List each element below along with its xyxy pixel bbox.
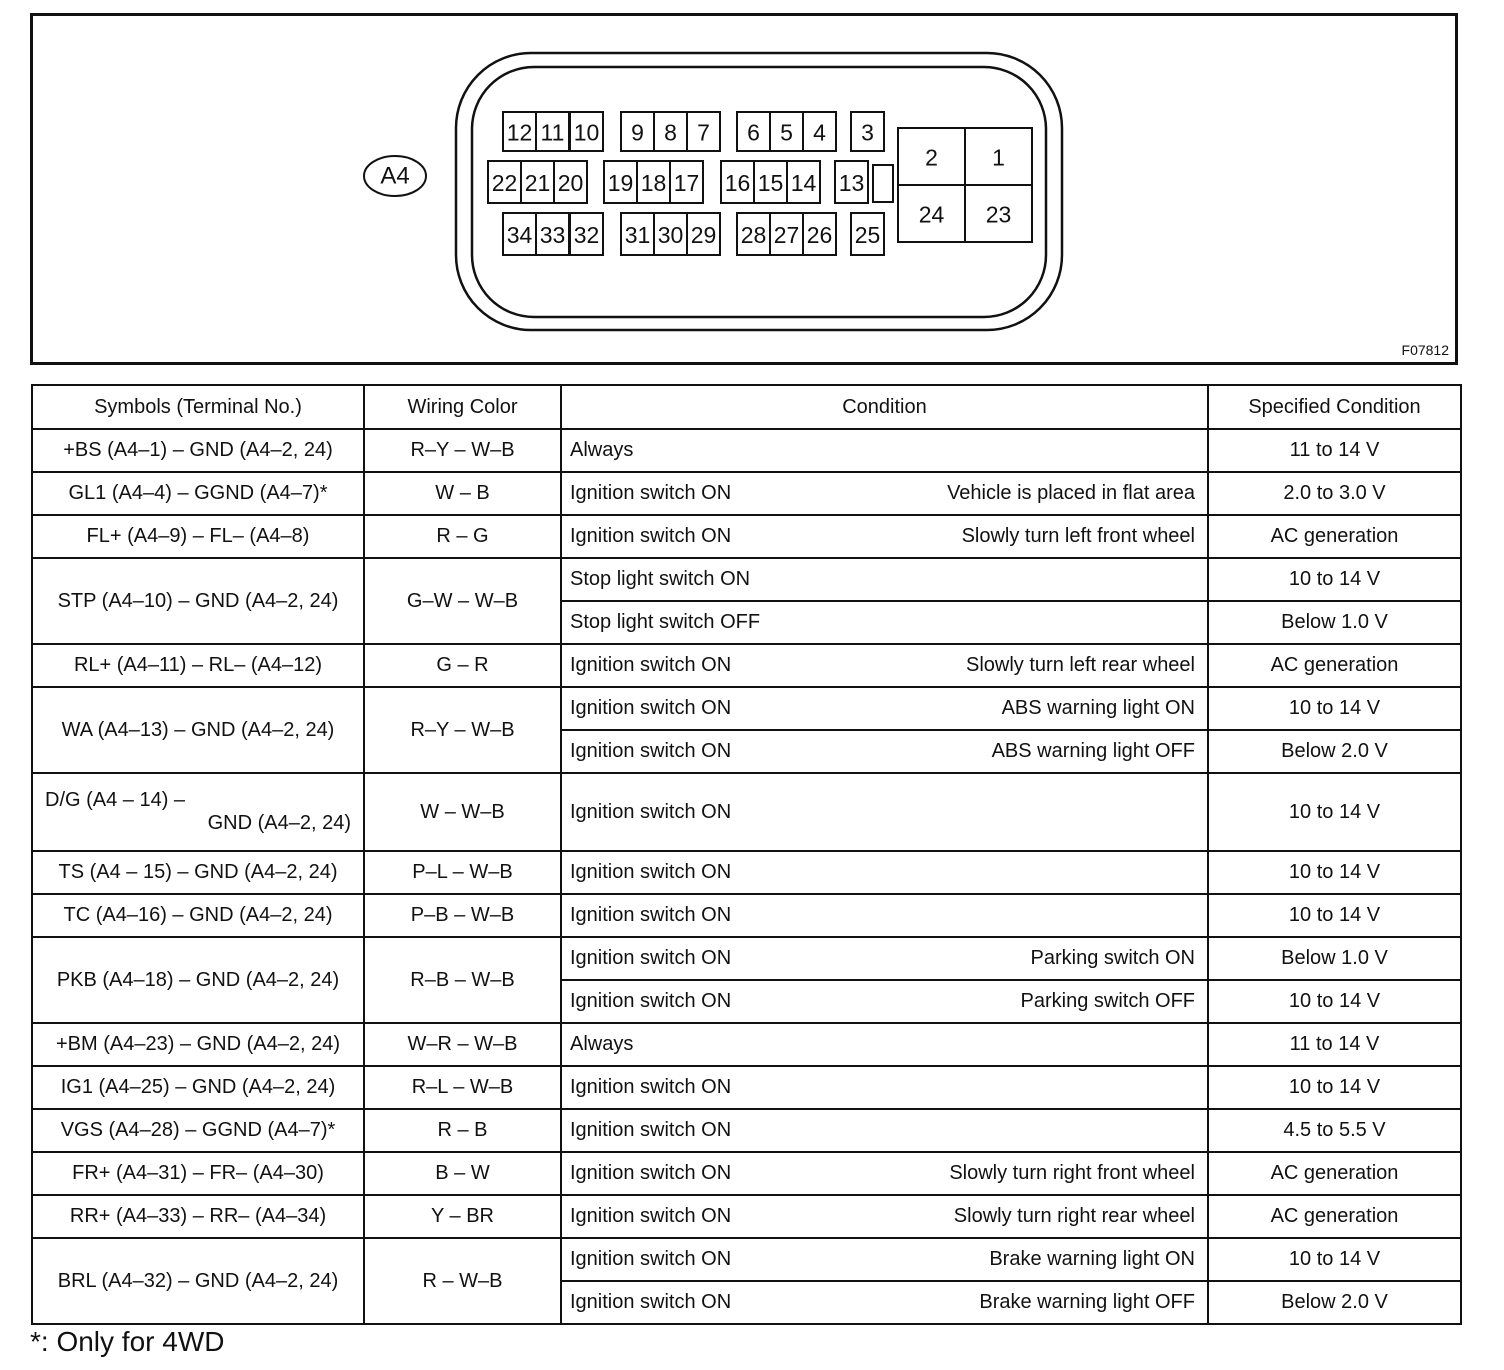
terminal-number: 30	[657, 222, 684, 248]
terminal-number: 10	[573, 119, 600, 146]
condition-primary: Ignition switch ON	[570, 1076, 732, 1098]
symbol-cell: WA (A4–13) – GND (A4–2, 24)	[32, 687, 364, 773]
condition-cell	[561, 1023, 1208, 1066]
table-row	[32, 937, 1461, 980]
wiring-color-cell: Y – BR	[364, 1195, 561, 1238]
terminal-number: 17	[673, 170, 700, 196]
specified-condition-cell: 10 to 14 V	[1208, 1066, 1461, 1109]
wiring-color-cell: R – B	[364, 1109, 561, 1152]
table-row	[32, 1152, 1461, 1195]
symbol-cell: GL1 (A4–4) – GGND (A4–7)*	[32, 472, 364, 515]
condition-primary: Ignition switch ON	[570, 990, 732, 1012]
symbol-cell: STP (A4–10) – GND (A4–2, 24)	[32, 558, 364, 644]
specified-condition-cell: 10 to 14 V	[1208, 980, 1461, 1023]
terminal-number: 16	[724, 170, 751, 196]
condition-cell	[561, 1281, 1208, 1324]
condition-cell	[561, 472, 1208, 515]
condition-secondary: Vehicle is placed in flat area	[947, 482, 1195, 504]
footnote: *: Only for 4WD	[30, 1326, 225, 1357]
condition-cell	[561, 937, 1208, 980]
specified-condition-cell: 11 to 14 V	[1208, 1023, 1461, 1066]
condition-cell	[561, 980, 1208, 1023]
condition-secondary: Slowly turn right front wheel	[949, 1162, 1195, 1184]
wiring-color-cell: W – W–B	[364, 773, 561, 851]
table-row	[32, 1238, 1461, 1281]
symbol-cell: VGS (A4–28) – GGND (A4–7)*	[32, 1109, 364, 1152]
terminal-number: 26	[806, 222, 833, 248]
symbol-cell: IG1 (A4–25) – GND (A4–2, 24)	[32, 1066, 364, 1109]
condition-cell	[561, 730, 1208, 773]
condition-cell	[561, 558, 1208, 601]
terminal-number: 5	[780, 119, 793, 146]
condition-primary: Stop light switch ON	[570, 568, 751, 590]
terminal-number: 23	[985, 201, 1012, 228]
terminal-number: 20	[557, 170, 584, 196]
specified-condition-cell: 4.5 to 5.5 V	[1208, 1109, 1461, 1152]
symbol-cell: RL+ (A4–11) – RL– (A4–12)	[32, 644, 364, 687]
condition-primary: Ignition switch ON	[570, 740, 732, 762]
condition-primary: Ignition switch ON	[570, 861, 732, 883]
table-header-row	[32, 385, 1461, 429]
specified-condition-cell: Below 2.0 V	[1208, 730, 1461, 773]
table-row	[32, 773, 1461, 851]
condition-secondary: ABS warning light OFF	[991, 740, 1195, 762]
header-symbols: Symbols (Terminal No.)	[32, 385, 364, 429]
symbol-cell: FR+ (A4–31) – FR– (A4–30)	[32, 1152, 364, 1195]
terminal-number: 18	[640, 170, 667, 196]
table-row	[32, 1066, 1461, 1109]
wiring-color-cell: R–Y – W–B	[364, 687, 561, 773]
specified-condition-cell: AC generation	[1208, 515, 1461, 558]
condition-cell	[561, 1152, 1208, 1195]
specified-condition-cell: AC generation	[1208, 1152, 1461, 1195]
symbol-text-continued: GND (A4–2, 24)	[207, 812, 351, 834]
header-wiring-color: Wiring Color	[364, 385, 561, 429]
wiring-color-cell: P–L – W–B	[364, 851, 561, 894]
condition-primary: Ignition switch ON	[570, 1291, 732, 1313]
condition-primary: Ignition switch ON	[570, 697, 732, 719]
wiring-color-cell: W–R – W–B	[364, 1023, 561, 1066]
wiring-color-cell: W – B	[364, 472, 561, 515]
terminal-number: 28	[740, 222, 767, 248]
specified-condition-cell: AC generation	[1208, 644, 1461, 687]
condition-cell	[561, 1238, 1208, 1281]
specified-condition-cell: 2.0 to 3.0 V	[1208, 472, 1461, 515]
terminal-number: 6	[747, 119, 760, 146]
condition-cell	[561, 429, 1208, 472]
terminal-number: 12	[506, 119, 533, 146]
terminal-number: 13	[838, 170, 865, 196]
symbol-cell: BRL (A4–32) – GND (A4–2, 24)	[32, 1238, 364, 1324]
table-row	[32, 894, 1461, 937]
condition-primary: Ignition switch ON	[570, 525, 732, 547]
symbol-cell: TS (A4 – 15) – GND (A4–2, 24)	[32, 851, 364, 894]
condition-primary: Ignition switch ON	[570, 904, 732, 926]
table-row	[32, 515, 1461, 558]
terminal-number: 31	[624, 222, 651, 248]
terminal-number: 14	[790, 170, 817, 196]
terminal-number: 29	[690, 222, 717, 248]
table-row	[32, 429, 1461, 472]
terminal-number: 1	[992, 144, 1005, 171]
terminal-number: 4	[813, 119, 826, 146]
terminal-number: 22	[491, 170, 518, 196]
condition-cell	[561, 851, 1208, 894]
terminal-number: 24	[918, 201, 945, 228]
condition-secondary: Slowly turn right rear wheel	[953, 1205, 1195, 1227]
condition-secondary: ABS warning light ON	[1001, 697, 1195, 719]
condition-primary: Stop light switch OFF	[570, 611, 761, 633]
wiring-color-cell: R – G	[364, 515, 561, 558]
condition-primary: Always	[570, 439, 634, 461]
terminal-number: 11	[540, 119, 565, 146]
table-row	[32, 1023, 1461, 1066]
table-row	[32, 644, 1461, 687]
specified-condition-cell: 10 to 14 V	[1208, 851, 1461, 894]
terminal-number: 21	[524, 170, 551, 196]
specified-condition-cell: 10 to 14 V	[1208, 687, 1461, 730]
symbol-cell: +BM (A4–23) – GND (A4–2, 24)	[32, 1023, 364, 1066]
terminal-number: 19	[607, 170, 634, 196]
connector-label: A4	[380, 162, 410, 190]
terminal-number: 15	[757, 170, 784, 196]
symbol-cell	[32, 773, 364, 851]
header-specified-condition: Specified Condition	[1208, 385, 1461, 429]
table-row	[32, 1109, 1461, 1152]
terminal-number: 33	[539, 222, 566, 248]
terminal-number: 34	[506, 222, 533, 248]
condition-cell	[561, 1195, 1208, 1238]
wiring-color-cell: R–Y – W–B	[364, 429, 561, 472]
terminal-number: 7	[697, 119, 710, 146]
connector-drawing	[33, 16, 1455, 362]
table-row	[32, 687, 1461, 730]
specified-condition-cell: 11 to 14 V	[1208, 429, 1461, 472]
symbol-cell: PKB (A4–18) – GND (A4–2, 24)	[32, 937, 364, 1023]
wiring-color-cell: G – R	[364, 644, 561, 687]
specified-condition-cell: 10 to 14 V	[1208, 1238, 1461, 1281]
condition-cell	[561, 1066, 1208, 1109]
wiring-color-cell: B – W	[364, 1152, 561, 1195]
figure-code: F07812	[1401, 342, 1449, 358]
specified-condition-cell: 10 to 14 V	[1208, 894, 1461, 937]
condition-secondary: Brake warning light ON	[989, 1248, 1195, 1270]
condition-secondary: Slowly turn left front wheel	[961, 525, 1195, 547]
condition-cell	[561, 894, 1208, 937]
specified-condition-cell: Below 1.0 V	[1208, 601, 1461, 644]
condition-secondary: Slowly turn left rear wheel	[966, 654, 1195, 676]
condition-cell	[561, 687, 1208, 730]
table-row	[32, 851, 1461, 894]
table-row	[32, 472, 1461, 515]
wiring-color-cell: P–B – W–B	[364, 894, 561, 937]
terminal-number: 3	[861, 119, 874, 146]
wiring-color-cell: R–L – W–B	[364, 1066, 561, 1109]
condition-primary: Ignition switch ON	[570, 1248, 732, 1270]
wiring-color-cell: G–W – W–B	[364, 558, 561, 644]
specified-condition-cell: Below 2.0 V	[1208, 1281, 1461, 1324]
header-condition: Condition	[561, 385, 1208, 429]
condition-secondary: Brake warning light OFF	[979, 1291, 1195, 1313]
terminal-group	[488, 112, 1032, 255]
condition-primary: Ignition switch ON	[570, 654, 732, 676]
condition-cell	[561, 1109, 1208, 1152]
symbol-cell: RR+ (A4–33) – RR– (A4–34)	[32, 1195, 364, 1238]
terminal-number: 2	[925, 144, 938, 171]
specified-condition-cell: 10 to 14 V	[1208, 558, 1461, 601]
condition-cell	[561, 515, 1208, 558]
condition-primary: Ignition switch ON	[570, 1162, 732, 1184]
condition-cell	[561, 773, 1208, 851]
table-row	[32, 558, 1461, 601]
condition-primary: Ignition switch ON	[570, 947, 732, 969]
condition-primary: Ignition switch ON	[570, 482, 732, 504]
symbol-cell: TC (A4–16) – GND (A4–2, 24)	[32, 894, 364, 937]
wiring-color-cell: R – W–B	[364, 1238, 561, 1324]
terminal-number: 27	[773, 222, 800, 248]
condition-secondary: Parking switch ON	[1030, 947, 1195, 969]
condition-cell	[561, 601, 1208, 644]
terminal-number: 25	[854, 222, 881, 248]
spec-table	[31, 384, 1462, 1325]
connector-key-slot	[873, 165, 893, 202]
specified-condition-cell: AC generation	[1208, 1195, 1461, 1238]
table-row	[32, 1195, 1461, 1238]
connector-diagram	[30, 13, 1458, 365]
condition-primary: Always	[570, 1033, 634, 1055]
specified-condition-cell: Below 1.0 V	[1208, 937, 1461, 980]
symbol-cell: FL+ (A4–9) – FL– (A4–8)	[32, 515, 364, 558]
condition-primary: Ignition switch ON	[570, 1119, 732, 1141]
condition-secondary: Parking switch OFF	[1020, 990, 1195, 1012]
symbol-text: D/G (A4 – 14) –	[45, 789, 186, 811]
terminal-number: 8	[664, 119, 677, 146]
terminal-number: 32	[573, 222, 600, 248]
wiring-color-cell: R–B – W–B	[364, 937, 561, 1023]
condition-primary: Ignition switch ON	[570, 800, 732, 823]
specified-condition-cell: 10 to 14 V	[1208, 773, 1461, 851]
condition-primary: Ignition switch ON	[570, 1205, 732, 1227]
condition-cell	[561, 644, 1208, 687]
terminal-number: 9	[631, 119, 644, 146]
symbol-cell: +BS (A4–1) – GND (A4–2, 24)	[32, 429, 364, 472]
